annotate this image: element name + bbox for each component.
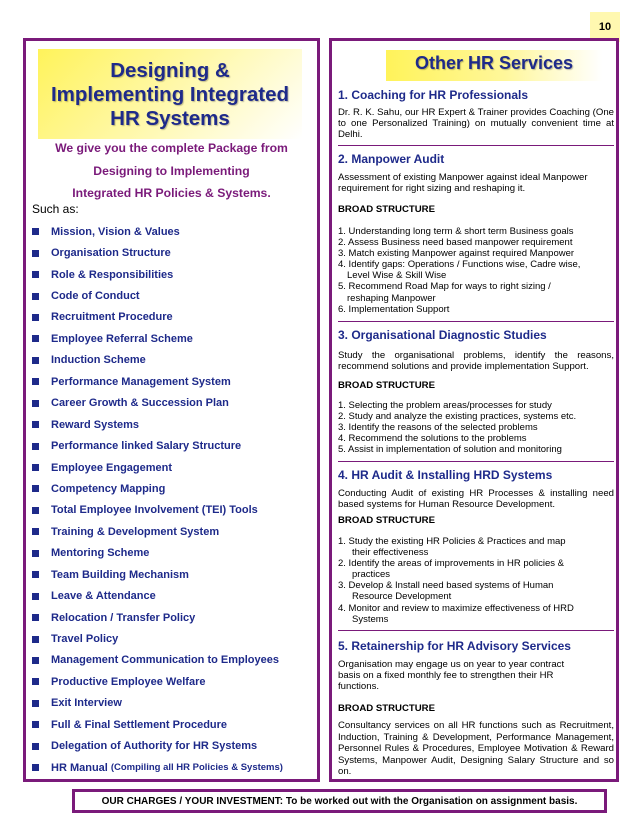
left-intro (26, 137, 317, 205)
square-bullet-icon (32, 228, 39, 235)
list-item: Reward Systems (32, 414, 317, 435)
right-title-highlight (386, 50, 602, 81)
square-bullet-icon (32, 614, 39, 621)
list-item: HR Manual (Compiling all HR Policies & Systems) (32, 757, 317, 778)
square-bullet-icon (32, 657, 39, 664)
square-bullet-icon (32, 700, 39, 707)
intro-line: Integrated HR Policies & Systems. (72, 186, 271, 200)
section-2-list (338, 226, 614, 315)
square-bullet-icon (32, 678, 39, 685)
square-bullet-icon (32, 421, 39, 428)
square-bullet-icon (32, 721, 39, 728)
list-item: Mentoring Scheme (32, 543, 317, 564)
section-2-body: Assessment of existing Manpower against ideal Manpower requirement for right sizing and reshaping it. (338, 172, 588, 195)
section-5-consultancy: Consultancy services on all HR functions such as Recruitment, Induction, Training & Development, Performance Management, Personnel Rules & Procedures, Employee Motivation & Reward Systems, Manpower Audit, Designing Salary Structure and so on. (338, 720, 614, 778)
section-4-broad-label: BROAD STRUCTURE (338, 515, 436, 526)
square-bullet-icon (32, 571, 39, 578)
intro-line: We give you the complete Package from (55, 141, 288, 155)
section-5-title: 5. Retainership for HR Advisory Services (338, 639, 571, 653)
section-3-title: 3. Organisational Diagnostic Studies (338, 328, 547, 342)
left-title-line: Designing & (110, 59, 230, 82)
list-item: 4. Identify gaps: Operations / Functions wise, Cadre wise, (338, 259, 581, 271)
list-item: their effectiveness (352, 547, 429, 559)
list-item: Relocation / Transfer Policy (32, 607, 317, 628)
section-4-list (338, 536, 614, 625)
list-item: 2. Identify the areas of improvements in HR policies & (338, 558, 564, 570)
square-bullet-icon (32, 335, 39, 342)
list-item: Induction Scheme (32, 350, 317, 371)
list-item: 6. Implementation Support (338, 303, 450, 315)
section-4-title: 4. HR Audit & Installing HRD Systems (338, 468, 553, 482)
page-number: 10 (590, 12, 620, 42)
square-bullet-icon (32, 250, 39, 257)
list-item: Performance linked Salary Structure (32, 435, 317, 456)
list-item: Team Building Mechanism (32, 564, 317, 585)
left-panel-title (38, 59, 302, 131)
footer-charges: OUR CHARGES / YOUR INVESTMENT: To be worked out with the Organisation on assignment basis. (72, 789, 607, 813)
list-item: 4. Monitor and review to maximize effectiveness of HRD (338, 602, 574, 614)
square-bullet-icon (32, 550, 39, 557)
list-item: 3. Develop & Install need based systems of Human (338, 580, 554, 592)
list-item: Organisation Structure (32, 242, 317, 263)
section-divider (338, 145, 614, 146)
list-item: Mission, Vision & Values (32, 221, 317, 242)
list-item: Employee Referral Scheme (32, 328, 317, 349)
list-item: 3. Match existing Manpower against required Manpower (338, 248, 575, 260)
square-bullet-icon (32, 400, 39, 407)
right-panel-title: Other HR Services (414, 53, 574, 73)
list-item: Level Wise & Skill Wise (347, 270, 447, 282)
square-bullet-icon (32, 507, 39, 514)
body-line: functions. (338, 681, 380, 693)
list-item: Competency Mapping (32, 478, 317, 499)
square-bullet-icon (32, 743, 39, 750)
list-item: 1. Selecting the problem areas/processes for study (338, 400, 552, 411)
square-bullet-icon (32, 464, 39, 471)
list-item: Delegation of Authority for HR Systems (32, 736, 317, 757)
square-bullet-icon (32, 764, 39, 771)
list-item: reshaping Manpower (347, 292, 436, 304)
square-bullet-icon (32, 528, 39, 535)
body-line: basis on a fixed monthly fee to strengthen their HR (338, 670, 554, 682)
right-panel (329, 38, 619, 782)
list-item: Employee Engagement (32, 457, 317, 478)
list-item: 2. Assess Business need based manpower requirement (338, 237, 573, 249)
list-item: Training & Development System (32, 521, 317, 542)
list-item: Productive Employee Welfare (32, 671, 317, 692)
list-item: 1. Study the existing HR Policies & Practices and map (338, 536, 566, 547)
list-item: Resource Development (352, 591, 452, 603)
list-item: practices (352, 569, 391, 581)
hr-manual-note: (Compiling all HR Policies & Systems) (110, 762, 283, 774)
square-bullet-icon (32, 293, 39, 300)
square-bullet-icon (32, 443, 39, 450)
body-line: Organisation may engage us on year to year contract (338, 659, 565, 670)
section-1-title: 1. Coaching for HR Professionals (338, 88, 529, 102)
square-bullet-icon (32, 357, 39, 364)
section-5-body (338, 659, 614, 693)
section-4-body: Conducting Audit of existing HR Processes & installing need based systems for Human Resource Development. (338, 488, 614, 511)
intro-line: Designing to Implementing (93, 163, 250, 178)
hr-systems-list (32, 221, 317, 778)
square-bullet-icon (32, 314, 39, 321)
list-item: 5. Assist in implementation of solution and monitoring (338, 444, 562, 456)
list-item: 3. Identify the reasons of the selected problems (338, 422, 538, 434)
list-item: Recruitment Procedure (32, 307, 317, 328)
section-5-broad-label: BROAD STRUCTURE (338, 703, 436, 714)
list-item: Total Employee Involvement (TEI) Tools (32, 500, 317, 521)
list-item: 5. Recommend Road Map for ways to right sizing / (338, 281, 551, 293)
list-item: Full & Final Settlement Procedure (32, 714, 317, 735)
left-title-highlight (38, 49, 302, 139)
list-item: 2. Study and analyze the existing practices, systems etc. (338, 411, 577, 423)
section-divider (338, 630, 614, 631)
section-2-broad-label: BROAD STRUCTURE (338, 204, 436, 215)
section-3-list (338, 400, 614, 455)
left-panel (23, 38, 320, 782)
list-item: 1. Understanding long term & short term Business goals (338, 226, 574, 237)
section-3-body: Study the organisational problems, identify the reasons, recommend solutions and provide implementation Support. (338, 350, 614, 373)
list-item: Career Growth & Succession Plan (32, 393, 317, 414)
list-item: Performance Management System (32, 371, 317, 392)
section-1-body: Dr. R. K. Sahu, our HR Expert & Trainer provides Coaching (One to one Personalized Training) on mutually convenient time at Delhi. (338, 107, 614, 141)
square-bullet-icon (32, 593, 39, 600)
square-bullet-icon (32, 378, 39, 385)
section-3-broad-label: BROAD STRUCTURE (338, 380, 436, 391)
list-item: 4. Recommend the solutions to the problems (338, 433, 527, 445)
list-item: Code of Conduct (32, 285, 317, 306)
section-divider (338, 321, 614, 322)
square-bullet-icon (32, 271, 39, 278)
left-title-line: HR Systems (110, 107, 230, 130)
list-item: Systems (352, 613, 389, 625)
list-item: Role & Responsibilities (32, 264, 317, 285)
such-as-label: Such as: (32, 202, 79, 216)
section-divider (338, 461, 614, 462)
square-bullet-icon (32, 636, 39, 643)
list-item: Management Communication to Employees (32, 650, 317, 671)
square-bullet-icon (32, 485, 39, 492)
list-item: Exit Interview (32, 693, 317, 714)
list-item: Travel Policy (32, 628, 317, 649)
left-title-line: Implementing Integrated (50, 83, 290, 106)
section-2-title: 2. Manpower Audit (338, 152, 445, 166)
list-item: Leave & Attendance (32, 585, 317, 606)
